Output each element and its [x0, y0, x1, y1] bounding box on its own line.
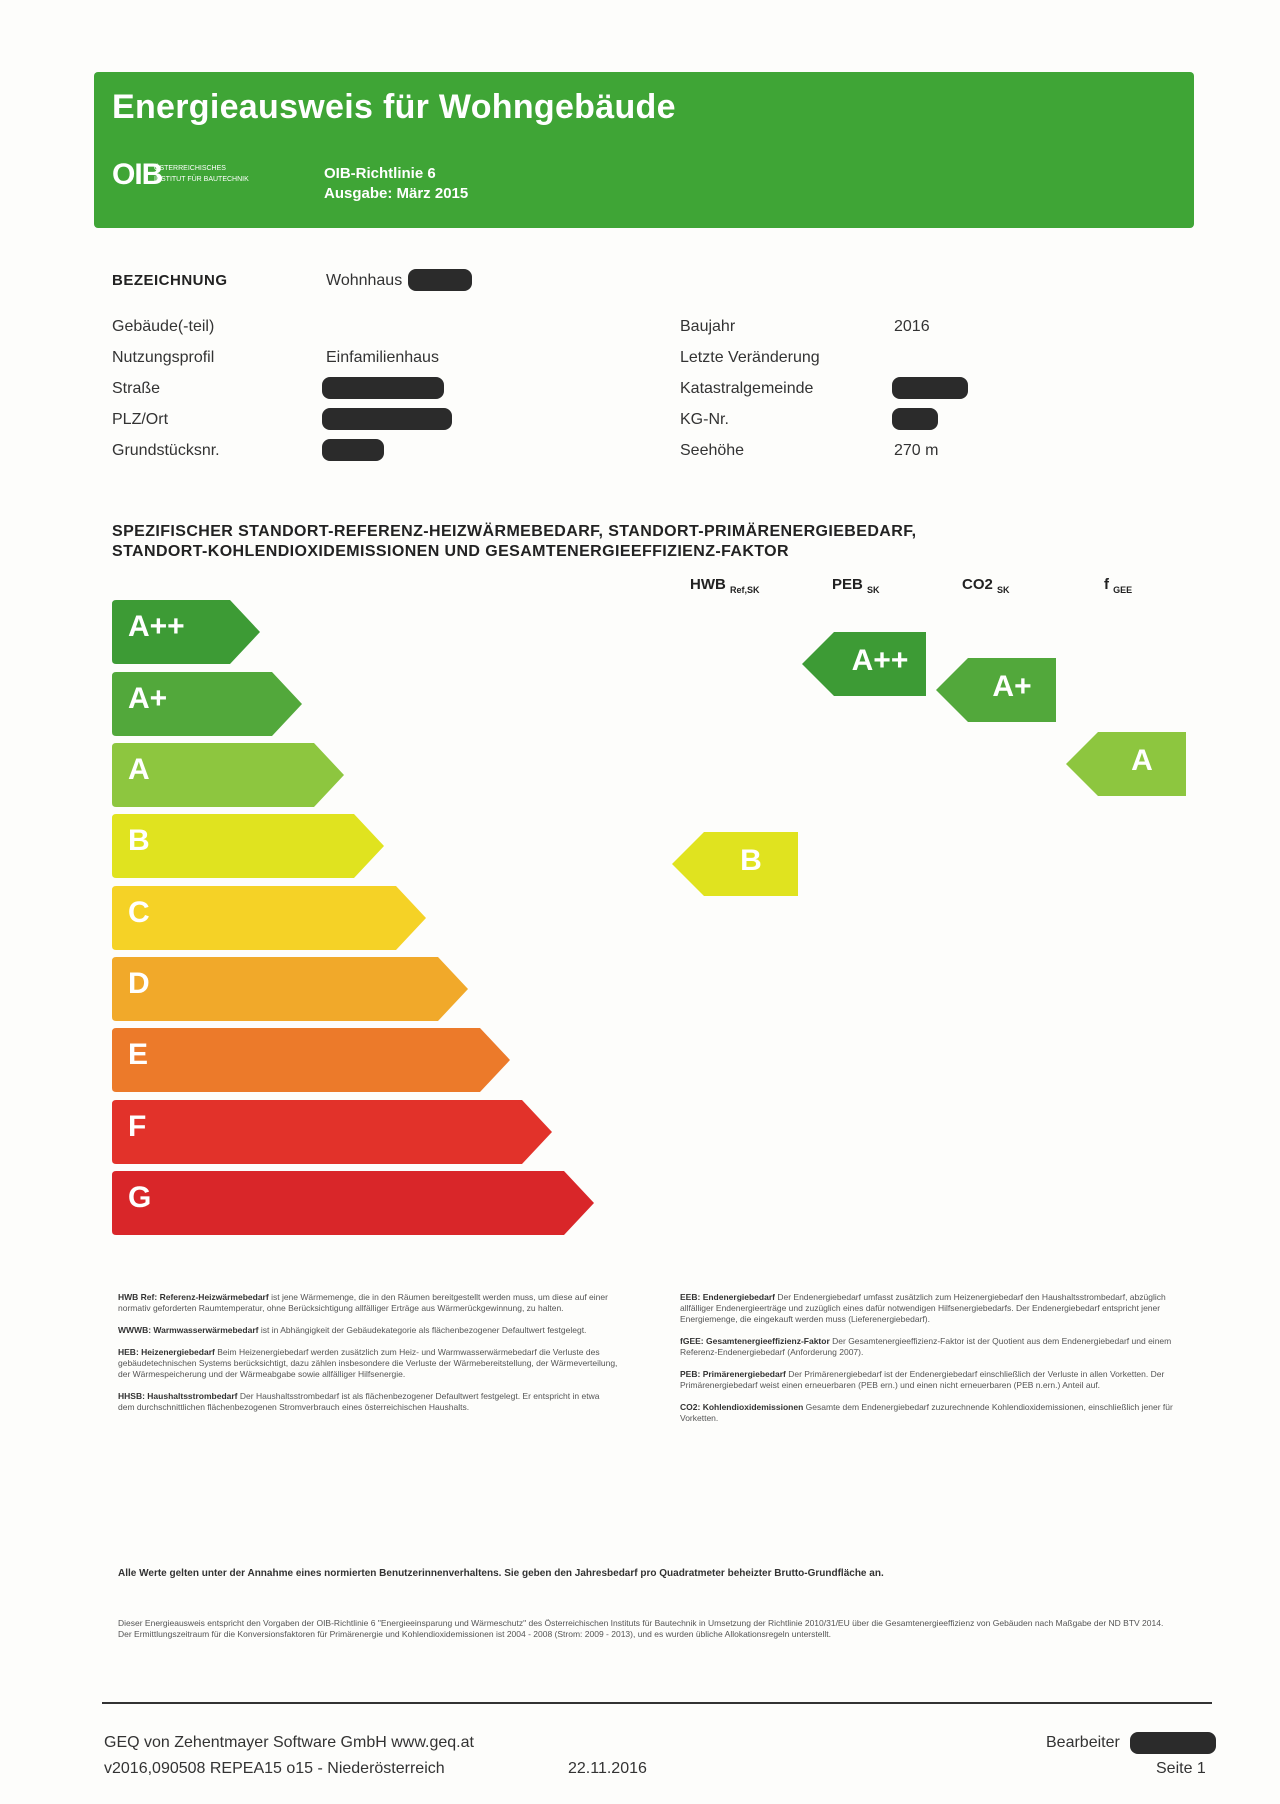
column-header-peb-sub: SK	[867, 585, 880, 595]
footer-page: Seite 1	[1156, 1760, 1206, 1777]
rating-indicator-label: A++	[851, 644, 909, 677]
field-value-usage-profile: Einfamilienhaus	[326, 349, 439, 366]
column-header-fgee-sub: GEE	[1113, 585, 1133, 595]
redaction-bar	[322, 377, 444, 399]
designation-label: BEZEICHNUNG	[112, 272, 228, 289]
column-header-fgee	[1104, 576, 1132, 595]
definition-text: Der Haushaltsstrombedarf ist als flächenbezogener Defaultwert festgelegt. Er entspricht in etwa dem durchschnittlichen flächenbezogenen Stromverbrauch eines österreichischen Haushalts.	[118, 1391, 600, 1412]
field-label-plot-number: Grundstücksnr.	[112, 442, 220, 459]
definition-name: Heizenergiebedarf	[141, 1347, 215, 1357]
definition-text: Der Endenergiebedarf umfasst zusätzlich zum Heizenergiebedarf den Haushaltsstrombedarf, abzüglich allfälliger Endenergieerträge und zuzüglich eines dafür notwendigen Hilfsenergiebedarfs. Der Endenergiebedarf entspricht jener Energiemenge, die eingekauft werden muss (Lieferenergiebedarf).	[680, 1292, 1166, 1324]
definition-hwb	[118, 1292, 618, 1314]
certificate-header	[94, 72, 1194, 228]
definition-term: HEB:	[118, 1347, 139, 1357]
definition-term: EEB:	[680, 1292, 701, 1302]
section-title-line-2: STANDORT-KOHLENDIOXIDEMISSIONEN UND GESAMTENERGIEEFFIZIENZ-FAKTOR	[112, 543, 789, 560]
column-header-peb	[832, 576, 880, 595]
footer-editor-label: Bearbeiter	[1046, 1734, 1120, 1751]
field-label-building-part: Gebäude(-teil)	[112, 318, 215, 335]
field-label-street: Straße	[112, 380, 161, 397]
definition-text: Gesamte dem Endenergiebedarf zuzurechnende Kohlendioxidemissionen, einschließlich jener für Vorketten.	[680, 1402, 1173, 1423]
field-label-altitude: Seehöhe	[680, 442, 745, 459]
oib-subtitle-line-2: INSTITUT FÜR BAUTECHNIK	[154, 176, 249, 183]
footer-software: GEQ von Zehentmayer Software GmbH www.geq.at	[104, 1734, 474, 1751]
scale-bar-a	[112, 743, 346, 807]
definition-text: Der Gesamtenergieeffizienz-Faktor ist der Quotient aus dem Endenergiebedarf und einem Referenz-Endenergiebedarf (Anforderung 2007).	[680, 1336, 1172, 1357]
scale-bar-b	[112, 814, 386, 878]
definition-term: WWWB:	[118, 1325, 152, 1335]
field-value-year-built: 2016	[894, 318, 930, 335]
document-title: Energieausweis für Wohngebäude	[112, 88, 676, 126]
column-header-fgee-main: f	[1104, 576, 1109, 593]
scale-bar-shape	[112, 886, 428, 950]
field-label-last-change: Letzte Veränderung	[680, 349, 820, 366]
scale-bar-shape	[112, 957, 470, 1021]
redaction-bar	[892, 377, 968, 399]
definition-term: PEB:	[680, 1369, 701, 1379]
section-title-line-1: SPEZIFISCHER STANDORT-REFERENZ-HEIZWÄRMEBEDARF, STANDORT-PRIMÄRENERGIEBEDARF,	[112, 523, 917, 540]
definition-text: Beim Heizenergiebedarf werden zusätzlich zum Heiz- und Warmwasserwärmebedarf die Verluste des gebäudetechnischen Systems berücksichtigt, dazu zählen insbesondere die Verluste der Wärmebereitstellung, der Wärmeverteilung, der Wärmespeicherung und der Wärmeabgabe sowie allfälliger Hilfsenergie.	[118, 1347, 618, 1379]
definition-co2	[680, 1402, 1180, 1424]
definition-term: HHSB:	[118, 1391, 145, 1401]
redaction-bar	[1130, 1732, 1216, 1754]
definition-wwwb	[118, 1325, 618, 1336]
scale-bar-d	[112, 957, 470, 1021]
definition-text: Der Primärenergiebedarf ist der Endenergiebedarf einschließlich der Verluste in allen Vorketten. Der Primärenergiebedarf weist einen erneuerbaren (PEB ern.) und einen nicht erneuerbaren (PEB n.ern.) Anteil auf.	[680, 1369, 1165, 1390]
redaction-bar	[892, 408, 938, 430]
column-header-co2	[962, 576, 1010, 595]
scale-bar-label: C	[128, 896, 150, 929]
oib-logo-subtitle	[154, 163, 314, 185]
definition-hhsb	[118, 1391, 618, 1413]
scale-bar-g	[112, 1171, 596, 1235]
oib-subtitle-line-1: ÖSTERREICHISCHES	[154, 165, 226, 172]
scale-bar-shape	[112, 1171, 596, 1235]
scale-bar-shape	[112, 1028, 512, 1092]
redaction-bar	[322, 408, 452, 430]
guideline-name: OIB-Richtlinie 6	[324, 165, 436, 182]
definition-term: HWB Ref:	[118, 1292, 158, 1302]
rating-indicator-hwb	[672, 832, 798, 896]
field-label-usage-profile: Nutzungsprofil	[112, 349, 215, 366]
compliance-note: Dieser Energieausweis entspricht den Vorgaben der OIB-Richtlinie 6 "Energieeinsparung und Wärmeschutz" des Österreichischen Instituts für Bautechnik in Umsetzung der Richtlinie 2010/31/EU über die Gesamtenergieeffizienz von Gebäuden nach Maßgabe der ND BTV 2014. Der Ermittlungszeitraum für die Konversionsfaktoren für Primärenergie und Kohlendioxidemissionen ist 2004 - 2008 (Strom: 2009 - 2013), und es wurden übliche Allokationsregeln unterstellt.	[118, 1618, 1164, 1639]
scale-bar-e	[112, 1028, 512, 1092]
rating-indicator-label: B	[740, 844, 762, 877]
column-header-co2-sub: SK	[997, 585, 1010, 595]
rating-indicator-co2	[936, 658, 1056, 722]
footer-divider	[102, 1702, 1212, 1704]
column-header-co2-main: CO2	[962, 576, 993, 593]
definition-peb	[680, 1369, 1180, 1391]
column-header-hwb-sub: Ref,SK	[730, 585, 760, 595]
rating-indicator-peb	[802, 632, 926, 696]
definition-fgee	[680, 1336, 1180, 1358]
scale-bar-a-plus	[112, 672, 304, 736]
definitions-right	[680, 1292, 1180, 1435]
scale-bar-label: F	[128, 1110, 147, 1143]
scale-bar-f	[112, 1100, 554, 1164]
rating-indicator-label: A	[1131, 744, 1153, 777]
footer-date: 22.11.2016	[568, 1760, 647, 1777]
scale-bar-label: A	[128, 753, 150, 786]
field-label-kg-number: KG-Nr.	[680, 411, 729, 428]
definition-name: Referenz-Heizwärmebedarf	[159, 1292, 269, 1302]
column-header-hwb	[690, 576, 760, 595]
scale-bar-label: D	[128, 967, 150, 1000]
definition-name: Haushaltsstrombedarf	[147, 1391, 238, 1401]
definition-eeb	[680, 1292, 1180, 1325]
scale-bar-label: G	[128, 1181, 152, 1214]
oib-logo-text: OIB	[112, 158, 163, 191]
definition-name: Warmwasserwärmebedarf	[153, 1325, 259, 1335]
definition-name: Primärenergiebedarf	[702, 1369, 786, 1379]
definition-heb	[118, 1347, 618, 1380]
scale-bar-label: A++	[128, 610, 185, 643]
designation-value: Wohnhaus	[326, 272, 403, 289]
redaction-bar	[322, 439, 384, 461]
definition-name: Kohlendioxidemissionen	[702, 1402, 804, 1412]
field-label-year-built: Baujahr	[680, 318, 736, 335]
scale-bar-a-plus-plus	[112, 600, 262, 664]
column-header-hwb-main: HWB	[690, 576, 726, 593]
redaction-bar	[408, 269, 472, 291]
guideline-info	[324, 164, 468, 204]
definition-text: ist in Abhängigkeit der Gebäudekategorie als flächenbezogener Defaultwert festgelegt.	[260, 1325, 587, 1335]
scale-bar-c	[112, 886, 428, 950]
definition-text: ist jene Wärmemenge, die in den Räumen bereitgestellt werden muss, um diese auf einer normativ geforderten Raumtemperatur, ohne Berücksichtigung allfälliger Erträge aus Wärmerückgewinnung, zu halten.	[118, 1292, 608, 1313]
scale-bar-label: E	[128, 1038, 149, 1071]
definition-term: CO2:	[680, 1402, 701, 1412]
column-header-peb-main: PEB	[832, 576, 863, 593]
guideline-edition: Ausgabe: März 2015	[324, 185, 469, 202]
values-note: Alle Werte gelten unter der Annahme eines normierten Benutzerinnenverhaltens. Sie geben den Jahresbedarf pro Quadratmeter beheizter Brutto-Grundfläche an.	[118, 1568, 884, 1579]
footer-version: v2016,090508 REPEA15 o15 - Niederösterreich	[104, 1760, 445, 1777]
section-title	[112, 522, 1152, 562]
field-label-cadastral-municipality: Katastralgemeinde	[680, 380, 814, 397]
definitions-left	[118, 1292, 618, 1424]
definition-term: fGEE:	[680, 1336, 704, 1346]
scale-bar-label: B	[128, 824, 150, 857]
definition-name: Gesamtenergieeffizienz-Faktor	[706, 1336, 830, 1346]
scale-bar-shape	[112, 814, 386, 878]
scale-bar-shape	[112, 1100, 554, 1164]
definition-name: Endenergiebedarf	[702, 1292, 775, 1302]
field-label-postcode-city: PLZ/Ort	[112, 411, 169, 428]
field-value-altitude: 270 m	[894, 442, 939, 459]
rating-indicator-label: A+	[992, 670, 1032, 703]
rating-indicator-fgee	[1066, 732, 1186, 796]
scale-bar-label: A+	[128, 682, 168, 715]
